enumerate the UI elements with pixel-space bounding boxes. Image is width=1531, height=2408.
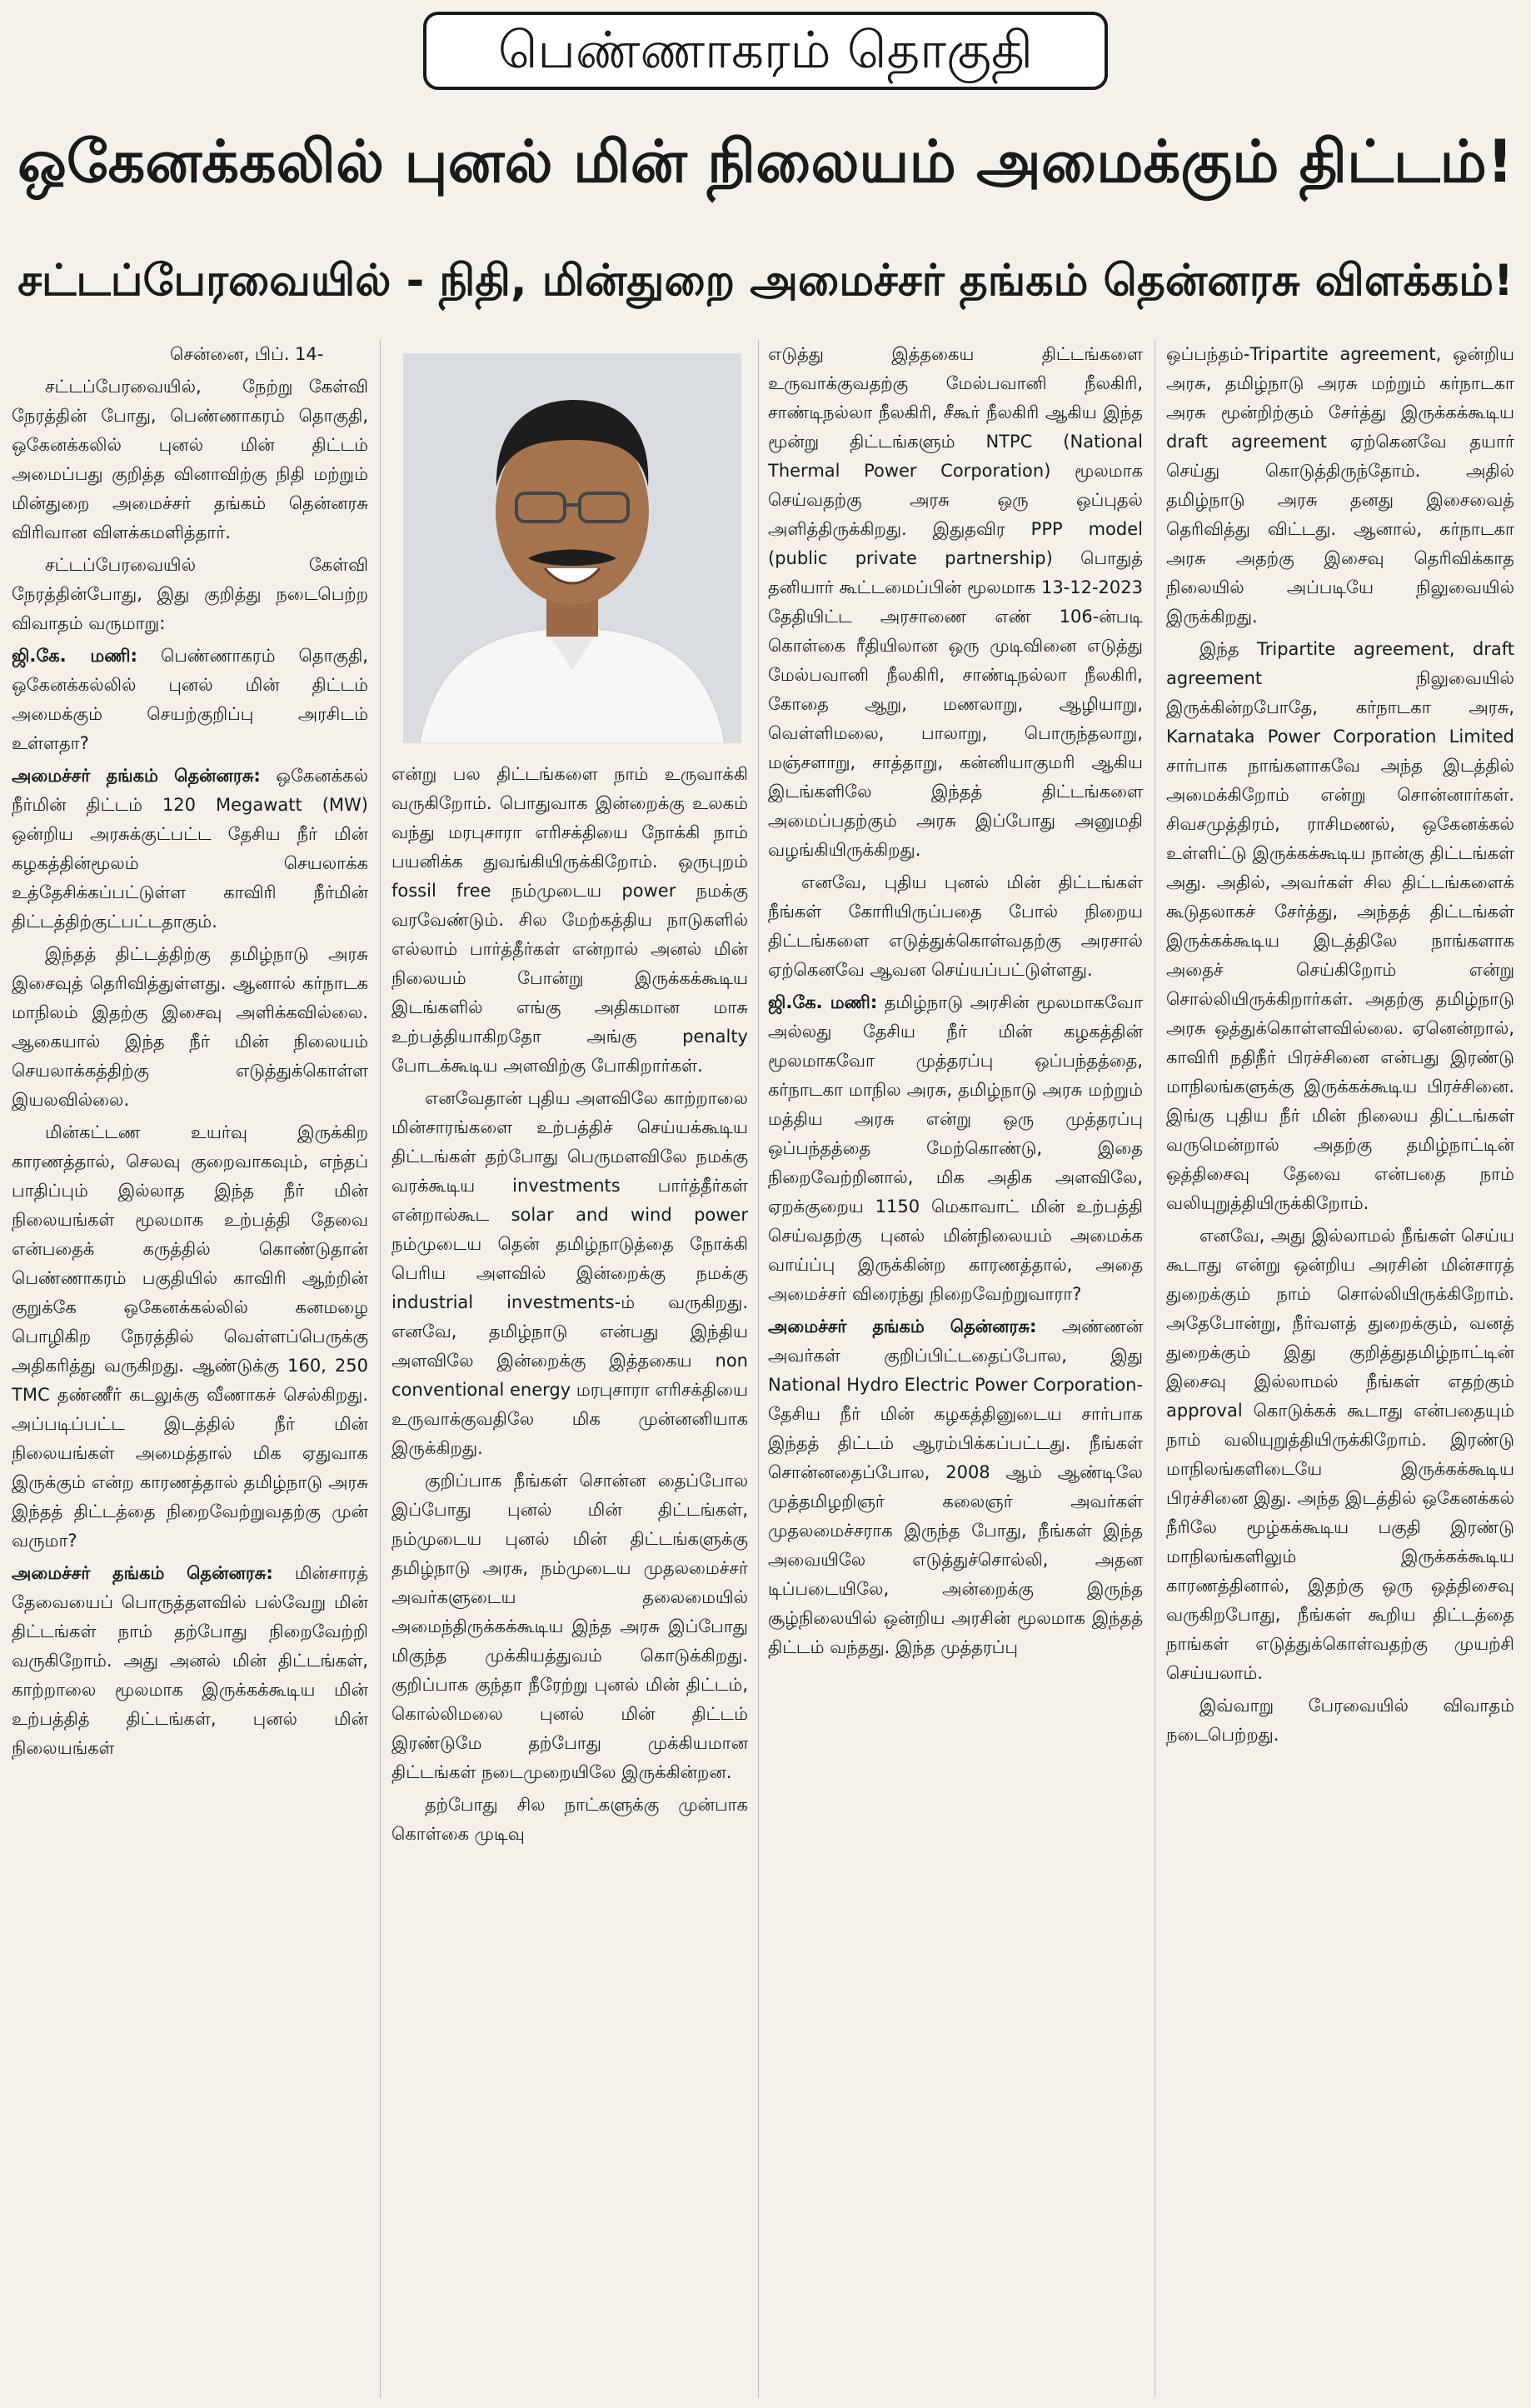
paragraph bbox=[12, 372, 368, 547]
paragraph: மின்கட்டண உயர்வு இருக்கிற காரணத்தால், செலவு குறைவாகவும், எந்தப் பாதிப்பும் இல்லாத இந்த நீர் மின் நிலையங்கள் மூலமாக உற்பத்தி தேவை என்பதைக் கருத்தில் கொண்டுதான் பெண்ணாகரம் பகுதியில் காவிரி ஆற்றின் குறுக்கே ஒகேனக்கல்லில் கனமழை பொழிகிற நேரத்தில் வெள்ளப்பெருக்கு அதிகரித்து வருகிறது. ஆண்டுக்கு 160, 250 TMC தண்ணீர் கடலுக்கு வீணாகச் செல்கிறது. அப்படிப்பட்ட இடத்தில் நீர் மின் நிலையங்கள் அமைத்தால் மிக ஏதுவாக இருக்கும் என்ற காரணத்தால் தமிழ்நாடு அரசு இந்தத் திட்டத்தை நிறைவேற்றுவதற்கு முன் வருமா? bbox=[12, 1122, 368, 1551]
question-text: தமிழ்நாடு அரசின் மூலமாகவோ அல்லது தேசிய நீர் மின் கழகத்தின் மூலமாகவோ முத்தரப்பு ஒப்பந்தத்தை, கர்நாடகா மாநில அரசு, தமிழ்நாடு அரசு மற்றும் மத்திய அரசு என்று ஒரு முத்தரப்பு ஒப்பந்தத்தை மேற்கொண்டு, இதை நிறைவேற்றினால், மிக அதிக அளவிலே, ஏறக்குறைய 1150 மெகாவாட் மின் உற்பத்தி செய்வதற்கு புனல் மின்நிலையம் அமைக்க வாய்ப்பு இருக்கின்ற காரணத்தால், அதை அமைச்சர் விரைந்து நிறைவேற்றுவாரா? bbox=[768, 992, 1143, 1304]
answer-text: ஒகேனக்கல் நீர்மின் திட்டம் 120 Megawatt (MW) ஒன்றிய அரசுக்குட்பட்ட தேசிய நீர் மின் கழகத்தின்மூலம் செயலாக்க உத்தேசிக்கப்பட்டுள்ள காவிரி நீர்மின் திட்டத்திற்குட்பட்டதாகும். bbox=[12, 766, 368, 932]
person-portrait-icon bbox=[403, 353, 741, 743]
column-rule bbox=[758, 340, 759, 2398]
speaker-name: அமைச்சர் தங்கம் தென்னரசு: bbox=[768, 1316, 1037, 1336]
lead-in-word: சட்டப்பேரவையில், bbox=[45, 377, 202, 397]
article-column-3 bbox=[768, 340, 1143, 2398]
paragraph: குறிப்பாக நீங்கள் சொன்ன தைப்போல இப்போது புனல் மின் திட்டங்கள், நம்முடைய புனல் மின் திட்டங்களுக்கு தமிழ்நாடு அரசு, நம்முடைய முதலமைச்சர் அவர்களுடைய தலைமையில் அமைந்திருக்கக்கூடிய இந்த அரசு இப்போது மிகுந்த முக்கியத்துவம் கொடுக்கிறது. குறிப்பாக குந்தா நீரேற்று புனல் மின் திட்டம், கொல்லிமலை புனல் மின் திட்டம் இரண்டுமே தற்போது முக்கியமான திட்டங்கள் நடைமுறையிலே இருக்கின்றன. bbox=[391, 1471, 748, 1782]
answer-text: அண்ணன் அவர்கள் குறிப்பிட்டதைப்போல, இது National Hydro Electric Power Corporation-தேசிய நீர் மின் கழகத்தினுடைய சார்பாக இந்தத் திட்டம் ஆரம்பிக்கப்பட்டது. நீங்கள் சொன்னதைப்போல, 2008 ஆம் ஆண்டிலே முத்தமிழறிஞர் கலைஞர் அவர்கள் முதலமைச்சராக இருந்த போது, நீங்கள் இந்த அவையிலே எடுத்துச்சொல்லி, அதன டிப்படையிலே, அன்றைக்கு இருந்த சூழ்நிலையில் ஒன்றிய அரசின் மூலமாக இந்தத் திட்டம் வந்தது. இந்த முத்தரப்பு bbox=[768, 1316, 1143, 1657]
column-rule bbox=[380, 340, 381, 2398]
question bbox=[12, 642, 368, 758]
answer bbox=[12, 762, 368, 937]
column-rule bbox=[1154, 340, 1155, 2398]
article-column-2 bbox=[391, 760, 748, 2398]
answer bbox=[768, 1312, 1143, 1662]
question bbox=[768, 988, 1143, 1309]
article-column-4 bbox=[1166, 340, 1514, 2398]
subheadline: சட்டப்பேரவையில் - நிதி, மின்துறை அமைச்சர் தங்கம் தென்னரசு விளக்கம்! bbox=[17, 256, 1514, 306]
paragraph: எடுத்து இத்தகைய திட்டங்களை உருவாக்குவதற்கு மேல்பவானி நீலகிரி, சாண்டிநல்லா நீலகிரி, சீகூர் நீலகிரி ஆகிய இந்த மூன்று திட்டங்களும் NTPC (National Thermal Power Corporation) மூலமாக செய்வதற்கு அரசு ஒரு ஒப்புதல் அளித்திருக்கிறது. இதுதவிர PPP model (public private partnership) பொதுத் தனியார் கூட்டமைப்பின் மூலமாக 13-12-2023 தேதியிட்ட அரசாணை எண் 106-ன்படி கொள்கை ரீதியிலான ஒரு முடிவினை எடுத்து மேல்பவானி நீலகிரி, சாண்டிநல்லா நீலகிரி, கோதை ஆறு, மணலாறு, ஆழியாறு, வெள்ளிமலை, பாலாறு, பொருந்தலாறு, மஞ்சளாறு, சாத்தாறு, கன்னியாகுமரி ஆகிய இடங்களிலே இந்தத் திட்டங்களை அமைப்பதற்கும் அரசு இப்போது அனுமதி வழங்கியிருக்கிறது. bbox=[768, 344, 1143, 860]
speaker-name: அமைச்சர் தங்கம் தென்னரசு: bbox=[12, 1563, 273, 1583]
lead-in-word: சட்டப்பேரவையில் bbox=[45, 555, 197, 575]
paragraph: எனவே, புதிய புனல் மின் திட்டங்கள் நீங்கள் கோரியிருப்பதை போல் நிறைய திட்டங்களை எடுத்துக்கொள்வதற்கு அரசால் ஏற்கெனவே ஆவன செய்யப்பட்டுள்ளது. bbox=[768, 872, 1143, 980]
paragraph bbox=[12, 551, 368, 638]
paragraph: இந்த Tripartite agreement, draft agreement நிலுவையில் இருக்கின்றபோதே, கர்நாடகா அரசு, Karnataka Power Corporation Limited சார்பாக நாங்களாகவே அந்த இடத்தில் அமைக்கிறோம் என்று சொன்னார்கள். சிவசமுத்திரம், ராசிமணல், ஒகேனக்கல் உள்ளிட்டு இருக்கக்கூடிய நான்கு திட்டங்கள் அது. அதில், அவர்கள் சில திட்டங்களைக் கூடுதலாகச் சேர்த்து, அந்தத் திட்டங்கள் இருக்கக்கூடிய இடத்திலே நாங்களாக அதைச் செய்கிறோம் என்று சொல்லியிருக்கிறார்கள். அதற்கு தமிழ்நாடு அரசு ஒத்துக்கொள்ளவில்லை. ஏனென்றால், காவிரி நதிநீர் பிரச்சினை என்பது இரண்டு மாநிலங்களுக்கு இருக்கக்கூடிய பிரச்சினை. இங்கு புதிய நீர் மின் நிலைய திட்டங்கள் வருமென்றால் அதற்கு தமிழ்நாட்டின் ஒத்திசைவு தேவை என்பதை நாம் வலியுறுத்தியிருக்கிறோம். bbox=[1166, 639, 1514, 1213]
headline: ஒகேனக்கலில் புனல் மின் நிலையம் அமைக்கும் திட்டம்! bbox=[17, 127, 1514, 196]
paragraph: இந்தத் திட்டத்திற்கு தமிழ்நாடு அரசு இசைவுத் தெரிவித்துள்ளது. ஆனால் கர்நாடக மாநிலம் இதற்கு இசைவு அளிக்கவில்லை. ஆகையால் இந்த நீர் மின் நிலையம் செயலாக்கத்திற்கு எடுத்துக்கொள்ள இயலவில்லை. bbox=[12, 944, 368, 1110]
article-column-1 bbox=[12, 340, 368, 2398]
speaker-name: அமைச்சர் தங்கம் தென்னரசு: bbox=[12, 766, 261, 786]
minister-portrait-photo bbox=[403, 353, 741, 743]
question-text: பெண்ணாகரம் தொகுதி, ஒகேனக்கல்லில் புனல் மின் திட்டம் அமைக்கும் செயற்குறிப்பு அரசிடம் உள்ளதா? bbox=[12, 646, 368, 753]
kicker-wrapper bbox=[0, 12, 1531, 90]
answer bbox=[12, 1559, 368, 1763]
speaker-name: ஜி.கே. மணி: bbox=[768, 992, 878, 1012]
paragraph: எனவே, அது இல்லாமல் நீங்கள் செய்ய கூடாது என்று ஒன்றிய அரசின் மின்சாரத் துறைக்கும் நாம் சொல்லியிருக்கிறோம். அதேபோன்று, நீர்வளத் துறைக்கும், வனத் துறைக்கும் இது குறித்துதமிழ்நாட்டின் இசைவு இல்லாமல் நீங்கள் எதற்கும் approval கொடுக்கக் கூடாது என்பதையும் நாம் வலியுறுத்தியிருக்கிறோம். இரண்டு மாநிலங்களிடையே இருக்கக்கூடிய பிரச்சினை இது. அந்த இடத்தில் ஒகேனக்கல் நீரிலே மூழ்கக்கூடிய பகுதி இரண்டு மாநிலங்களிலும் இருக்கக்கூடிய காரணத்தினால், இதற்கு ஒரு ஒத்திசைவு வருகிறபோது, நீங்கள் கூறிய திட்டத்தை நாங்கள் எடுத்துக்கொள்வதற்கு முயற்சி செய்யலாம். bbox=[1166, 1226, 1514, 1683]
paragraph: தற்போது சில நாட்களுக்கு முன்பாக கொள்கை முடிவு bbox=[391, 1795, 748, 1844]
paragraph: ஒப்பந்தம்-Tripartite agreement, ஒன்றிய அரசு, தமிழ்நாடு அரசு மற்றும் கர்நாடகா அரசு மூன்றிற்கும் சேர்த்து இருக்கக்கூடிய draft agreement ஏற்கெனவே தயார் செய்து கொடுத்திருந்தோம். அதில் தமிழ்நாடு அரசு தனது இசைவைத் தெரிவித்து விட்டது. ஆனால், கர்நாடகா அரசு அதற்கு இசைவு தெரிவிக்காத நிலையில் அப்படியே நிலுவையில் இருக்கிறது. bbox=[1166, 344, 1514, 627]
paragraph-text: கேள்வி நேரத்தின்போது, இது குறித்து நடைபெற்ற விவாதம் வருமாறு: bbox=[12, 555, 368, 633]
paragraph-text: நேற்று கேள்வி நேரத்தின் போது, பெண்ணாகரம் தொகுதி, ஒகேனக்கலில் புனல் மின் திட்டம் அமைப்பது குறித்த வினாவிற்கு நிதி மற்றும் மின்துறை அமைச்சர் தங்கம் தென்னரசு விரிவான விளக்கமளித்தார். bbox=[12, 377, 368, 542]
paragraph: எனவேதான் புதிய அளவிலே காற்றாலை மின்சாரங்களை உற்பத்திச் செய்யக்கூடிய திட்டங்கள் தற்போது பெருமளவிலே நமக்கு வரக்கூடிய investments பார்த்தீர்கள் என்றால்கூட solar and wind power நம்முடைய தென் தமிழ்நாடுத்தை நோக்கி பெரிய அளவில் இன்றைக்கு நமக்கு industrial investments-ம் வருகிறது. எனவே, தமிழ்நாடு என்பது இந்திய அளவிலே இன்றைக்கு இத்தகைய non conventional energy மரபுசாரா எரிசக்தியை உருவாக்குவதிலே மிக முன்னனியாக இருக்கிறது. bbox=[391, 1088, 748, 1458]
answer-text: மின்சாரத் தேவையைப் பொருத்தளவில் பல்வேறு மின் திட்டங்கள் நாம் தற்போது நிறைவேற்றி வருகிறோம். அது அனல் மின் திட்டங்கள், காற்றாலை மூலமாக இருக்கக்கூடிய மின் உற்பத்தித் திட்டங்கள், புனல் மின் நிலையங்கள் bbox=[12, 1563, 368, 1758]
paragraph: என்று பல திட்டங்களை நாம் உருவாக்கி வருகிறோம். பொதுவாக இன்றைக்கு உலகம் வந்து மரபுசாரா எரிசக்தியை நோக்கி நாம் பயனிக்க துவங்கியிருக்கிறோம். ஒருபுறம் fossil free நம்முடைய power நமக்கு வரவேண்டும். சில மேற்கத்திய நாடுகளில் எல்லாம் பார்த்தீர்கள் என்றால் அனல் மின் நிலையம் போன்று இருக்கக்கூடிய இடங்களில் எங்கு அதிகமான மாசு உற்பத்தியாகிறதோ அங்கு penalty போடக்கூடிய அளவிற்கு போகிறார்கள். bbox=[391, 764, 748, 1076]
dateline: சென்னை, பிப். 14- bbox=[170, 344, 324, 364]
paragraph: இவ்வாறு பேரவையில் விவாதம் நடைபெற்றது. bbox=[1166, 1696, 1514, 1745]
speaker-name: ஜி.கே. மணி: bbox=[12, 646, 137, 666]
section-kicker: பெண்ணாகரம் தொகுதி bbox=[423, 12, 1108, 90]
